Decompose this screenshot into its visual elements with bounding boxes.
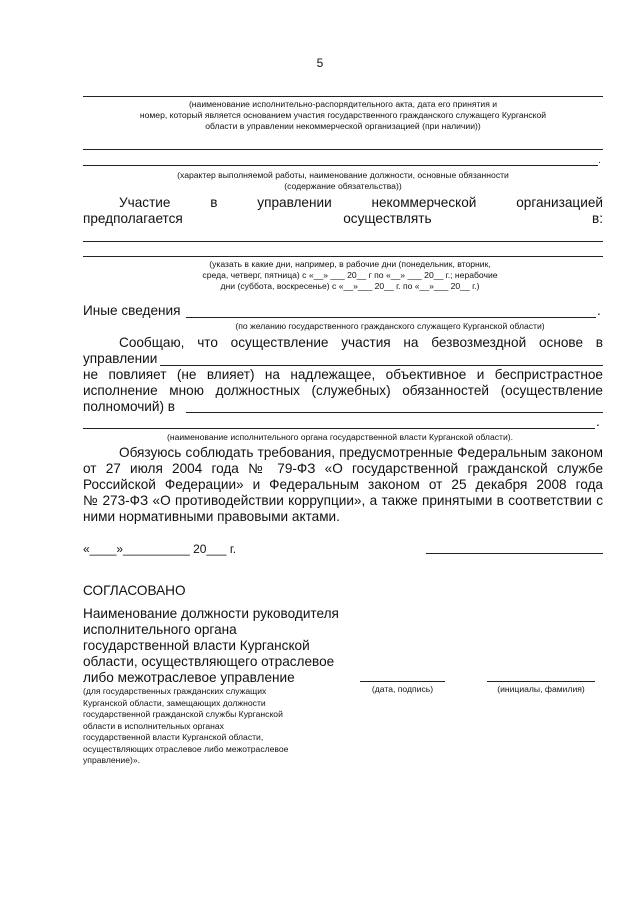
approval-note: (для государственных гражданских служащих Курганской области, замещающих должности государственной гражданской службы Курганской области в исполнительных органах государственной власти Курганской области, осуществляющих отраслевое либо межотраслевое управление)». <box>83 686 289 765</box>
line-end-dot: . <box>596 414 600 429</box>
date-sign-caption: (дата, подпись) <box>371 684 434 694</box>
other-info-field[interactable] <box>186 317 596 318</box>
signature-line[interactable] <box>426 553 603 554</box>
undertaking-line4: № 273-ФЗ «О противодействии коррупции», а также принятыми в соответствии с <box>83 493 603 508</box>
line-end-dot: . <box>597 303 601 318</box>
date-sign-field[interactable] <box>360 681 445 682</box>
report-line2: управлении <box>83 351 158 366</box>
undertaking-line1: Обязуюсь соблюдать требования, предусмотренные Федеральным законом <box>119 445 603 460</box>
blank-line <box>83 96 603 97</box>
participation-line1: Участие в управлении некоммерческой организацией <box>119 195 603 210</box>
work-caption: (характер выполняемой работы, наименование должности, основные обязанности (содержание обязательства)) <box>177 170 509 191</box>
page-number: 5 <box>316 56 324 70</box>
report-line3: не повлияет (не влияет) на надлежащее, объективное и беспристрастное <box>83 367 603 382</box>
report-line4: исполнение мною должностных (служебных) обязанностей (осуществление <box>83 383 603 398</box>
blank-line <box>83 241 603 242</box>
initials-field[interactable] <box>487 681 595 682</box>
undertaking-line3: Российской Федерации» и Федеральным законом от 25 декабря 2008 года <box>83 477 603 492</box>
management-field[interactable] <box>160 365 603 366</box>
act-caption: (наименование исполнительно-распорядительного акта, дата его принятия и номер, который является основанием участия государственного гражданского служащего Курганской области в управлении некоммерческой организацией (при наличии)) <box>139 99 547 131</box>
authority-caption: (наименование исполнительного органа государственной власти Курганской области). <box>166 432 514 442</box>
date-line[interactable]: «____»__________ 20___ г. <box>83 542 237 556</box>
other-info-caption: (по желанию государственного гражданского служащего Курганской области) <box>235 321 545 331</box>
blank-line <box>83 165 598 166</box>
other-info-label: Иные сведения <box>83 303 181 318</box>
blank-line <box>83 149 603 150</box>
undertaking-line5: ними нормативными правовыми актами. <box>83 509 340 524</box>
report-line1: Сообщаю, что осуществление участия на безвозмездной основе в <box>119 335 603 350</box>
blank-line <box>83 428 595 429</box>
report-line5: полномочий) в <box>83 399 176 414</box>
blank-line <box>83 256 603 257</box>
schedule-caption: (указать в какие дни, например, в рабочие дни (понедельник, вторник, среда, четверг, пятница) с «__» ___ 20__ г по «__» ___ 20__ г.; нерабочие дни (суббота, воскресенье) с «__»___ 20__ г. по «__»___ 20__ г.) <box>202 259 498 291</box>
line-end-dot: . <box>598 155 601 166</box>
initials-caption: (инициалы, фамилия) <box>497 684 585 694</box>
approval-heading: СОГЛАСОВАНО <box>83 583 186 598</box>
authority-field[interactable] <box>186 412 603 413</box>
undertaking-line2: от 27 июля 2004 года № 79-ФЗ «О государственной гражданской службе <box>83 461 603 476</box>
approval-position: Наименование должности руководителя исполнительного органа государственной власти Курганской области, осуществляющего отраслевое либо межотраслевое управление <box>83 606 339 685</box>
participation-line2: предполагается осуществлять в: <box>83 211 603 226</box>
